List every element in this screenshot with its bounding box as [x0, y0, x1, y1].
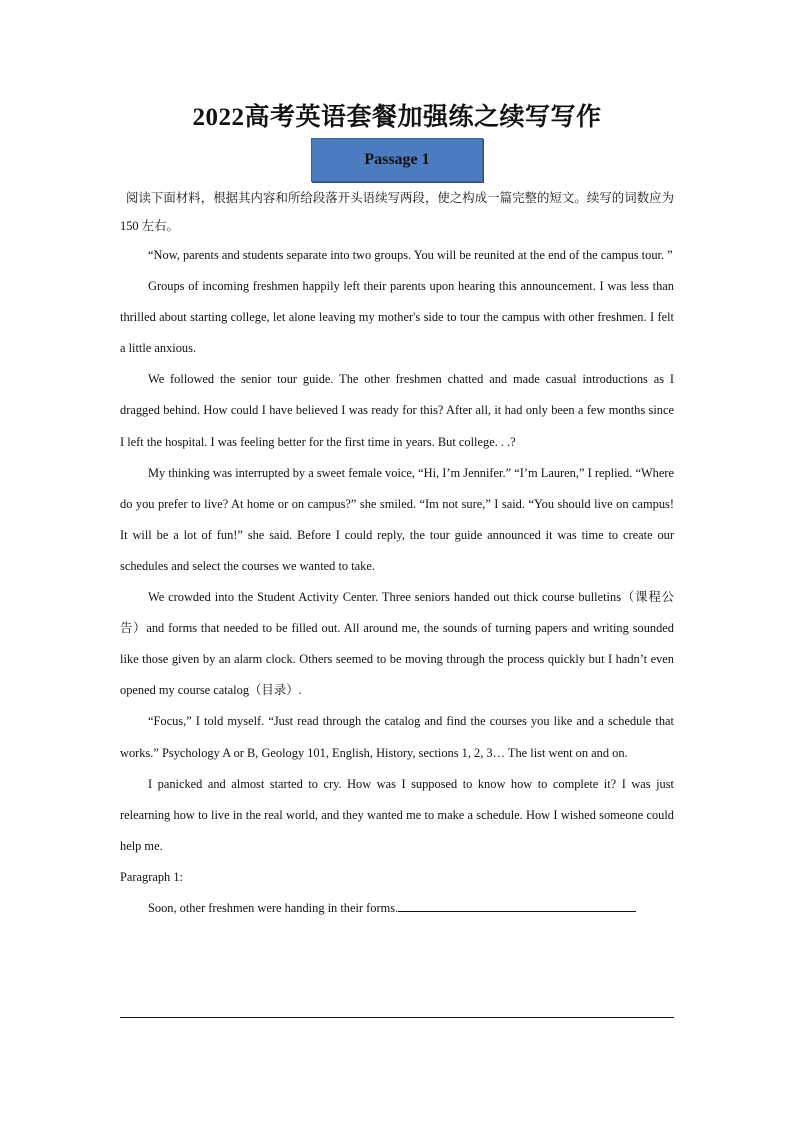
story-paragraph-4: My thinking was interrupted by a sweet female voice, “Hi, I’m Jennifer.” “I’m Lauren,” I replied. “Where do you prefer to live? At home or on campus?” she smiled. “Im not sure,” I said. “You should live on campus! It will be a lot of fun!” she said. Before I could reply, the tour guide announced it was time to create our schedules and select the courses we wanted to take. [120, 465, 674, 573]
passage-badge: Passage 1 [311, 138, 483, 182]
story-paragraph-7: I panicked and almost started to cry. How was I supposed to know how to complete it? I was just relearning how to live in the real world, and they wanted me to make a schedule. How I wished someone could help me. [120, 776, 674, 853]
document-title: 2022高考英语套餐加强练之续写写作 [192, 104, 602, 131]
answer-blank-inline[interactable] [398, 897, 636, 912]
story-paragraph-5: We crowded into the Student Activity Center. Three seniors handed out thick course bulletins（课程公告）and forms that needed to be filled out. All around me, the sounds of turning papers and writing sounded like those given by an alarm clock. Others seemed to be moving through the process quickly but I hadn’t even opened my course catalog（目录）. [120, 590, 674, 698]
passage-badge-wrap [120, 138, 674, 184]
instructions: 阅读下面材料，根据其内容和所给段落开头语续写两段，使之构成一篇完整的短文。续写的词数应为 150 左右。 [120, 191, 674, 233]
answer-blank-line[interactable] [120, 1017, 674, 1018]
story-paragraph-3: We followed the senior tour guide. The other freshmen chatted and made casual introductions as I dragged behind. How could I have believed I was ready for this? After all, it had only been a few months since I left the hospital. I was feeling better for the first time in years. But college. . .? [120, 372, 674, 449]
story-paragraph-1: “Now, parents and students separate into two groups. You will be reunited at the end of the campus tour. ” [148, 248, 673, 262]
paragraph-1-label: Paragraph 1: [120, 869, 183, 884]
paragraph-1-start: Soon, other freshmen were handing in their forms. [148, 900, 399, 915]
story-paragraph-6: “Focus,” I told myself. “Just read through the catalog and find the courses you like and a schedule that works.” Psychology A or B, Geology 101, English, History, sections 1, 2, 3… The list went on and on. [120, 714, 674, 760]
story-paragraph-2: Groups of incoming freshmen happily left their parents upon hearing this announcement. I was less than thrilled about starting college, let alone leaving my mother's side to tour the campus with other freshmen. I felt a little anxious. [120, 279, 674, 356]
paragraph-1-writing-line [120, 893, 674, 924]
document-page [120, 98, 674, 924]
